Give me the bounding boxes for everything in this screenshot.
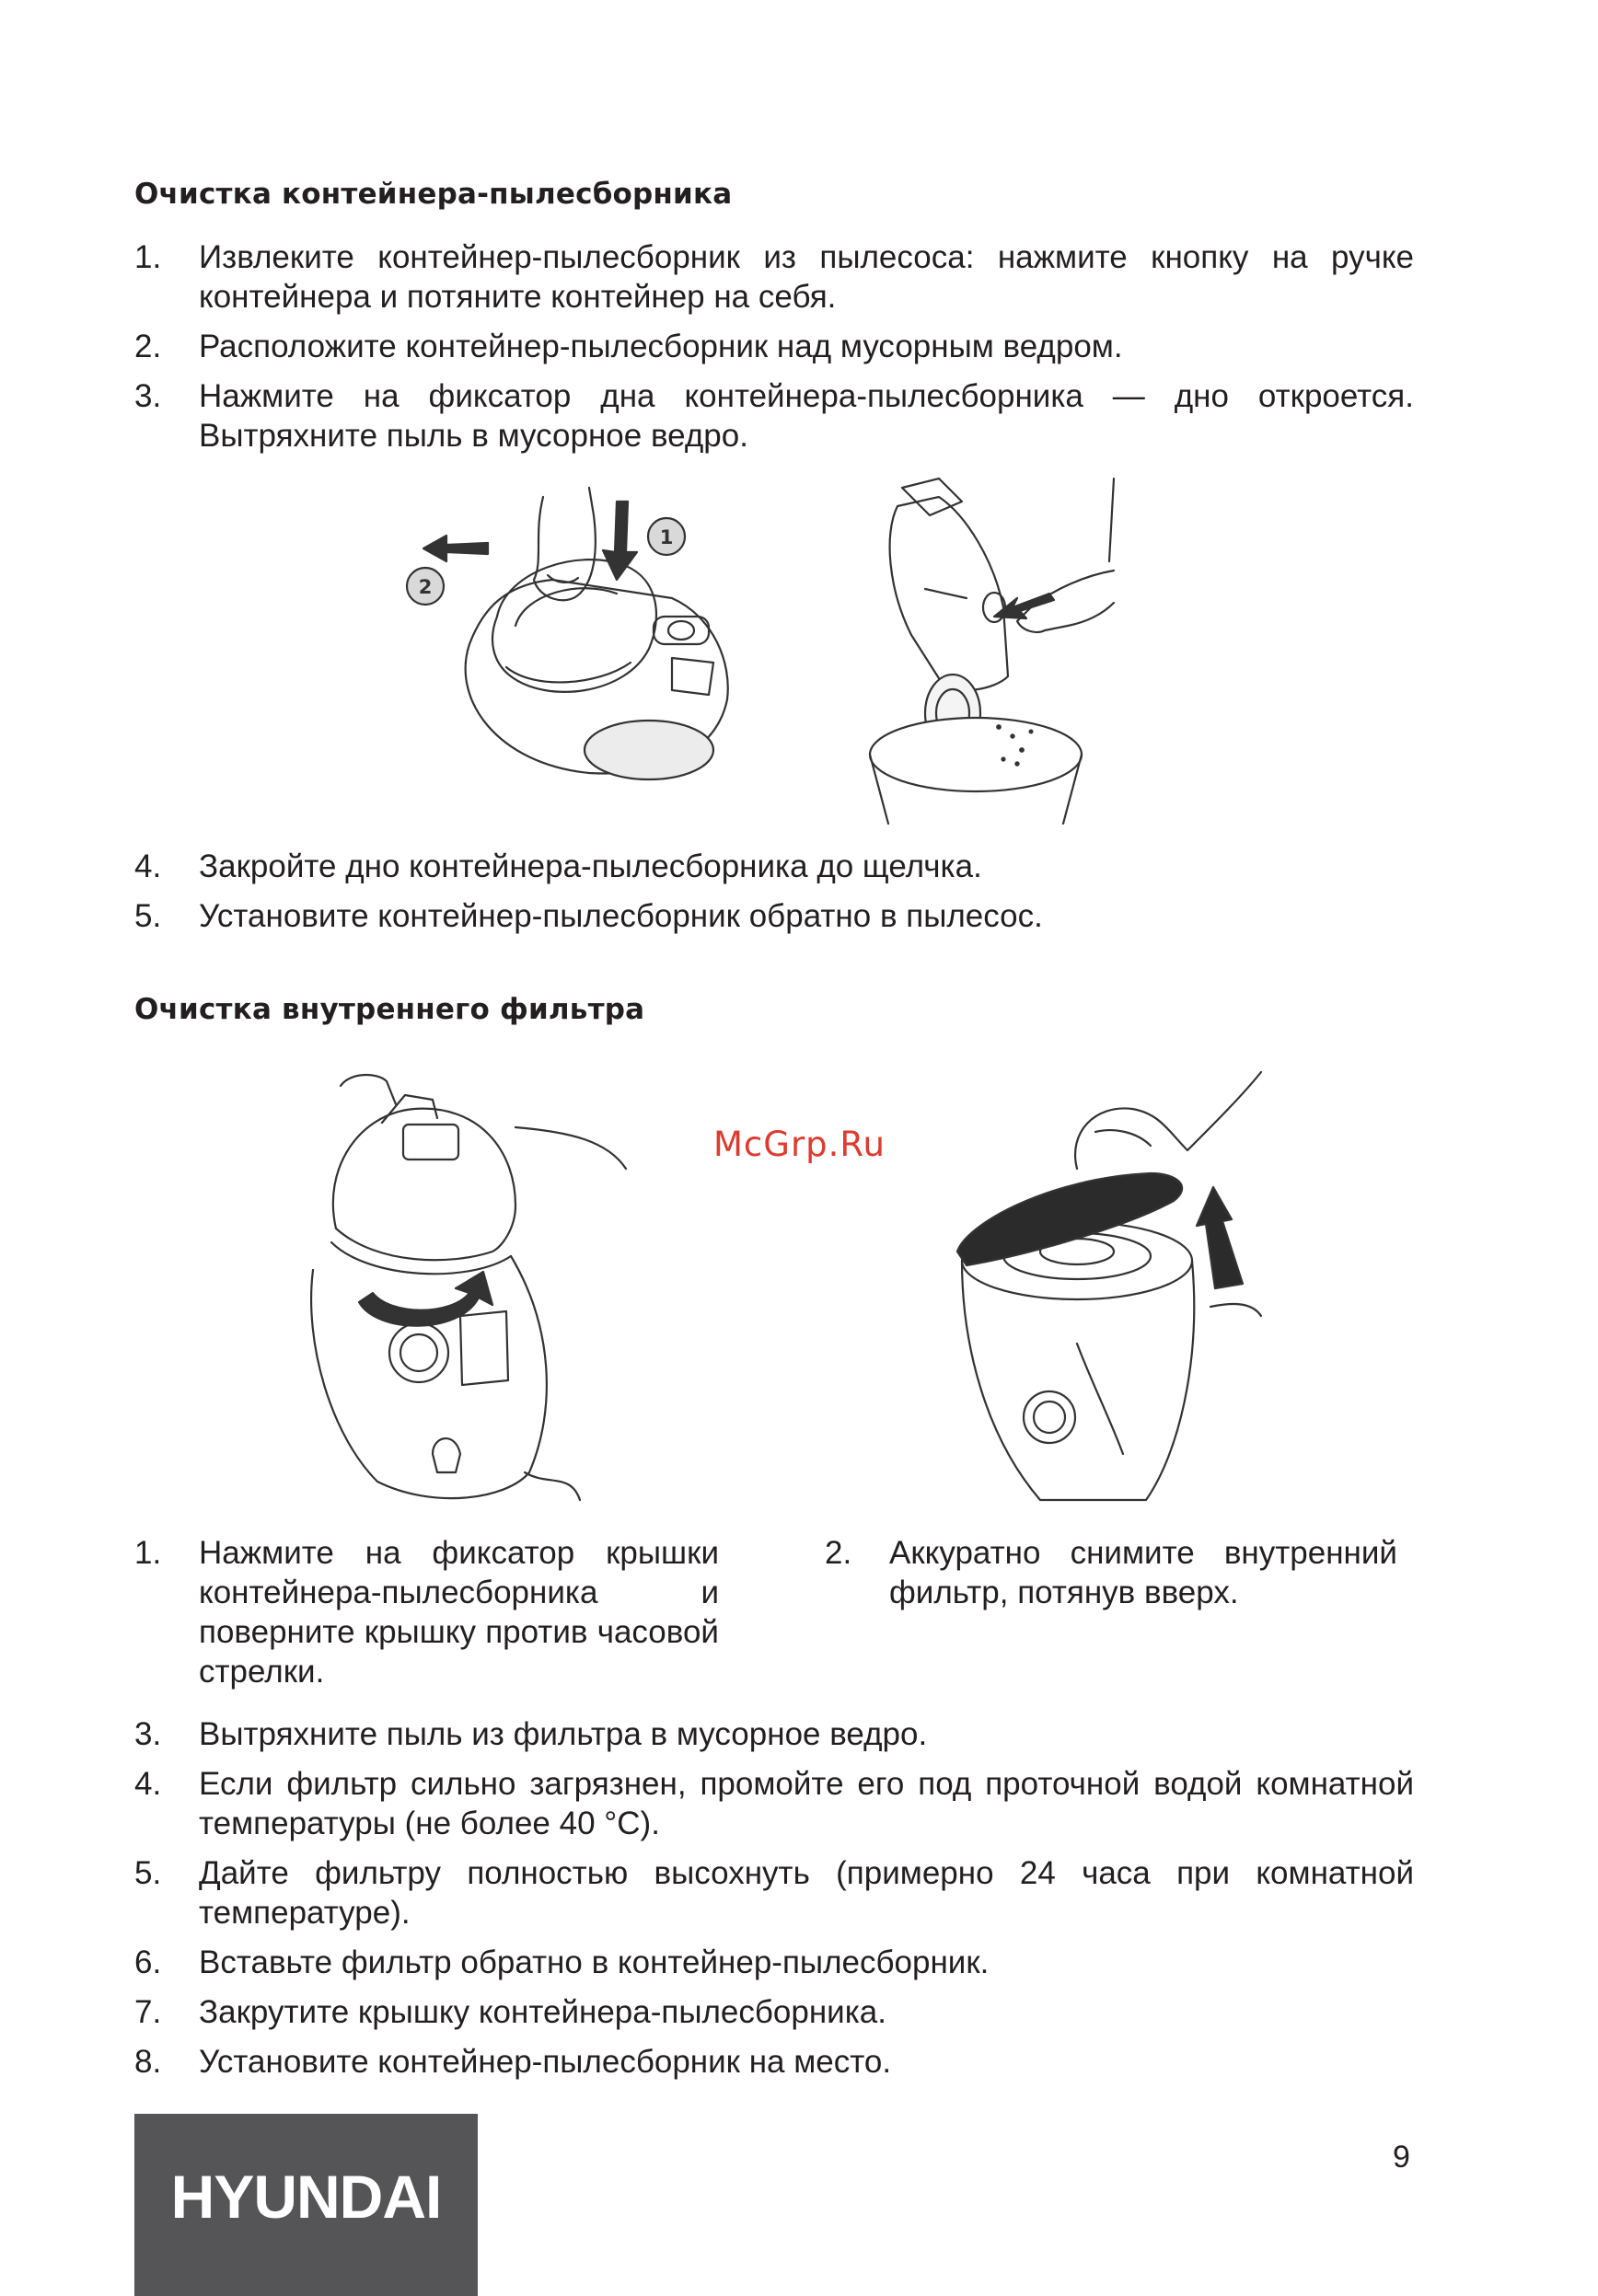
illustration-remove-container bbox=[396, 479, 746, 791]
figure-badge-2: 2 bbox=[418, 576, 433, 598]
steps-column-right bbox=[825, 1533, 1397, 1612]
list-item bbox=[134, 1943, 1414, 1982]
step-number: 4. bbox=[134, 1766, 162, 1802]
step-text: Вытряхните пыль из фильтра в мусорное ведро. bbox=[199, 1716, 928, 1752]
list-item bbox=[134, 237, 1414, 317]
figure-badge-1: 1 bbox=[659, 526, 674, 548]
page-number: 9 bbox=[1393, 2140, 1410, 2175]
steps-list-container-b bbox=[134, 847, 1414, 946]
step-number: 3. bbox=[134, 1716, 162, 1752]
list-item bbox=[134, 1714, 1414, 1754]
illustration-lift-filter bbox=[939, 1067, 1270, 1518]
brand-logo-block bbox=[134, 2114, 478, 2296]
steps-column-left bbox=[134, 1533, 719, 1691]
step-number: 7. bbox=[134, 1994, 162, 2030]
step-text: Дайте фильтру полностью высохнуть (примерно 24 часа при комнатной температуре). bbox=[199, 1855, 1414, 1931]
step-text: Вставьте фильтр обратно в контейнер-пылесборник. bbox=[199, 1944, 990, 1980]
list-item bbox=[134, 376, 1414, 456]
step-text: Закройте дно контейнера-пылесборника до щелчка. bbox=[199, 848, 982, 884]
step-text: Установите контейнер-пылесборник обратно в пылесос. bbox=[199, 898, 1043, 934]
brand-logo: HYUNDAI bbox=[170, 2163, 442, 2231]
steps-list-container-a bbox=[134, 237, 1414, 466]
illustration-empty-container bbox=[856, 460, 1132, 828]
steps-list-filter bbox=[134, 1714, 1414, 2092]
step-number: 8. bbox=[134, 2044, 162, 2080]
list-item bbox=[134, 1533, 719, 1691]
list-item bbox=[134, 1853, 1414, 1933]
list-item bbox=[825, 1533, 1397, 1612]
step-number: 1. bbox=[134, 239, 162, 275]
list-item bbox=[134, 896, 1414, 936]
step-number: 2. bbox=[825, 1535, 852, 1571]
step-number: 1. bbox=[134, 1535, 162, 1571]
step-text: Установите контейнер-пылесборник на место. bbox=[199, 2044, 892, 2080]
section-title-container-cleaning: Очистка контейнера-пылесборника bbox=[134, 178, 733, 211]
step-number: 4. bbox=[134, 848, 162, 884]
step-text: Нажмите на фиксатор крышки контейнера-пылесборника и поверните крышку против часовой стрелки. bbox=[199, 1535, 719, 1690]
list-item bbox=[134, 2042, 1414, 2082]
step-number: 6. bbox=[134, 1944, 162, 1980]
list-item bbox=[134, 847, 1414, 886]
step-number: 2. bbox=[134, 329, 162, 364]
watermark: McGrp.Ru bbox=[713, 1125, 886, 1164]
step-text: Нажмите на фиксатор дна контейнера-пылесборника — дно откроется. Вытряхните пыль в мусорное ведро. bbox=[199, 378, 1414, 454]
step-number: 5. bbox=[134, 898, 162, 934]
illustration-rotate-lid bbox=[295, 1067, 644, 1518]
step-text: Закрутите крышку контейнера-пылесборника. bbox=[199, 1994, 886, 2030]
step-text: Аккуратно снимите внутренний фильтр, потянув вверх. bbox=[889, 1535, 1397, 1610]
step-text: Извлеките контейнер-пылесборник из пылесоса: нажмите кнопку на ручке контейнера и потяните контейнер на себя. bbox=[199, 239, 1414, 315]
section-title-filter-cleaning: Очистка внутреннего фильтра bbox=[134, 993, 645, 1026]
step-text: Если фильтр сильно загрязнен, промойте его под проточной водой комнатной температуры (не более 40 °C). bbox=[199, 1766, 1414, 1841]
step-text: Расположите контейнер-пылесборник над мусорным ведром. bbox=[199, 329, 1123, 364]
list-item bbox=[134, 1992, 1414, 2032]
list-item bbox=[134, 327, 1414, 366]
step-number: 3. bbox=[134, 378, 162, 414]
step-number: 5. bbox=[134, 1855, 162, 1891]
list-item bbox=[134, 1764, 1414, 1843]
